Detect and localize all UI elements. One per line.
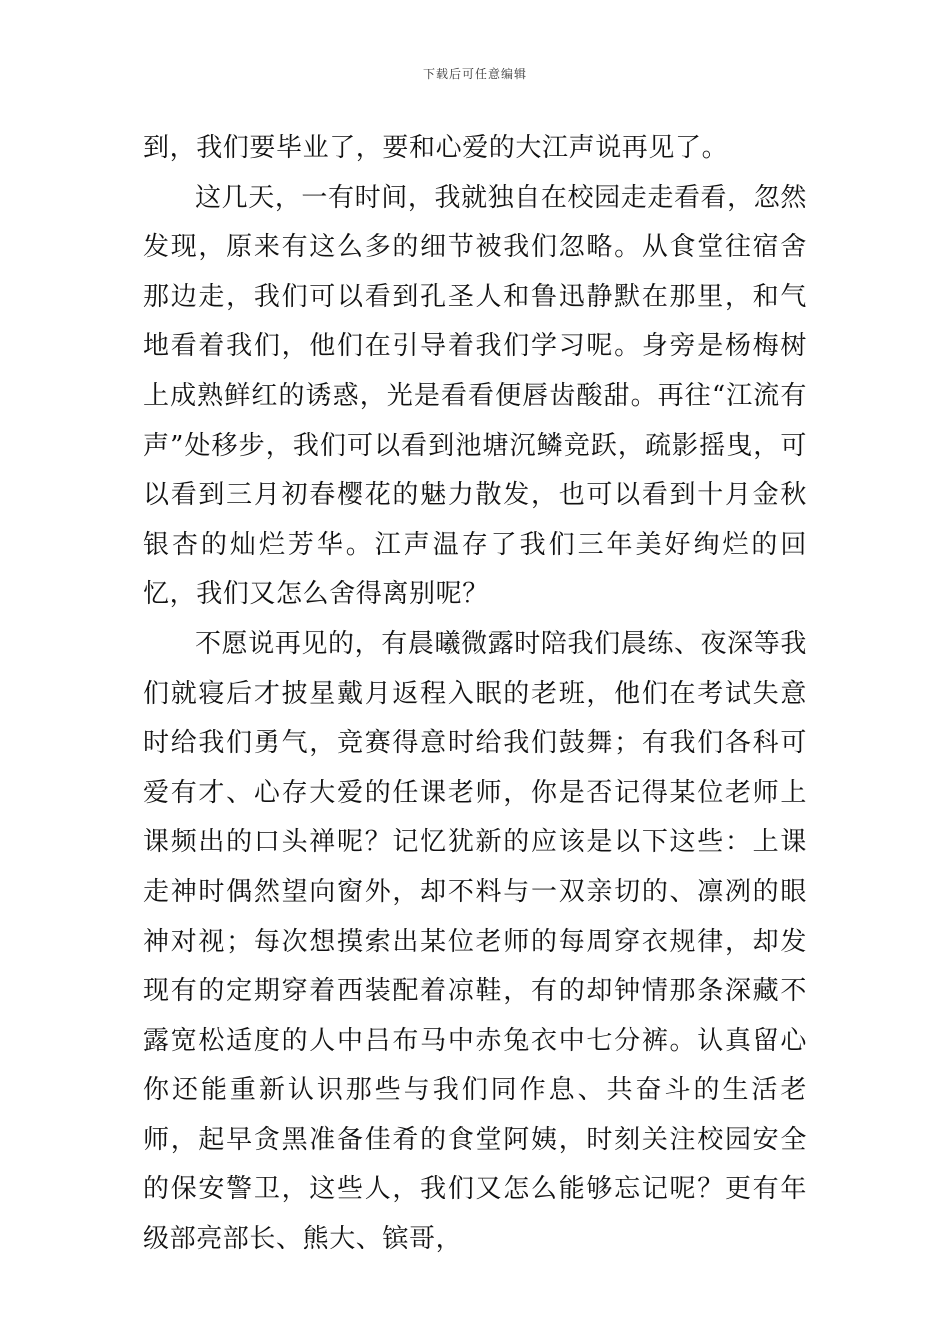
page-header: 下载后可任意编辑 <box>422 67 527 81</box>
paragraph-2: 这几天，一有时间，我就独自在校园走走看看，忽然发现，原来有这么多的细节被我们忽略。从食堂往宿舍那边走，我们可以看到孔圣人和鲁迅静默在那里，和气地看着我们，他们在引导着我们学习呢。身旁是杨梅树上成熟鲜红的诱惑，光是看看便唇齿酸甜。再往“江流有声”处移步，我们可以看到池塘沉鳞竞跃，疏影摇曳，可以看到三月初春樱花的魅力散发，也可以看到十月金秋银杏的灿烂芳华。江声温存了我们三年美好绚烂的回忆，我们又怎么舍得离别呢？ <box>143 182 807 610</box>
document-body <box>143 124 807 1265</box>
paragraph-3: 不愿说再见的，有晨曦微露时陪我们晨练、夜深等我们就寝后才披星戴月返程入眠的老班，他们在考试失意时给我们勇气，竞赛得意时给我们鼓舞；有我们各科可爱有才、心存大爱的任课老师，你是否记得某位老师上课频出的口头禅呢？记忆犹新的应该是以下这些：上课走神时偶然望向窗外，却不料与一双亲切的、凛冽的眼神对视；每次想摸索出某位老师的每周穿衣规律，却发现有的定期穿着西装配着凉鞋，有的却钟情那条深藏不露宽松适度的人中吕布马中赤兔衣中七分裤。认真留心你还能重新认识那些与我们同作息、共奋斗的生活老师，起早贪黑准备佳肴的食堂阿姨，时刻关注校园安全的保安警卫，这些人，我们又怎么能够忘记呢？更有年级部亮部长、熊大、镔哥， <box>143 628 807 1255</box>
paragraph-1: 到，我们要毕业了，要和心爱的大江声说再见了。 <box>143 133 729 163</box>
